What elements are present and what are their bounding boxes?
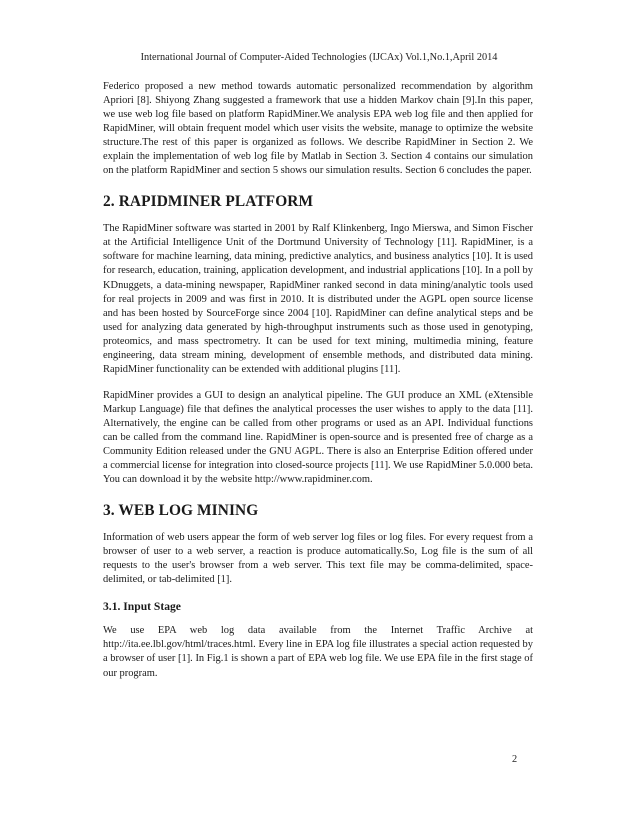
subsection-3-1-heading: 3.1. Input Stage xyxy=(103,600,181,614)
running-head: International Journal of Computer-Aided Technologies (IJCAx) Vol.1,No.1,April 2014 xyxy=(140,52,498,63)
page-number: 2 xyxy=(512,754,518,765)
section-2-heading: 2. RAPIDMINER PLATFORM xyxy=(103,193,314,211)
subsection-3-1-paragraph: We use EPA web log data available from the Internet Traffic Archive at http://ita.ee.lbl.gov/html/traces.html. Every line in EPA log file illustrates a special action requested by a browser of user [1]. In Fig.1 is shown a part of EPA web log file. We use EPA file in the first stage of our program. xyxy=(103,625,533,679)
page-body xyxy=(103,80,533,681)
section-2-paragraph-1: The RapidMiner software was started in 2001 by Ralf Klinkenberg, Ingo Mierswa, and Simon Fischer at the Artificial Intelligence Unit of the Dortmund University of Technology [11]. RapidMiner, is a software for machine learning, data mining, predictive analytics, and business analytics [10]. It is used for research, education, training, application development, and industrial applications [10]. In a poll by KDnuggets, a data-mining newspaper, RapidMiner ranked second in data mining/analytic tools used for real projects in 2009 and was first in 2010. It is distributed under the AGPL open source license and has been hosted by SourceForge since 2004 [10]. RapidMiner can define analytical steps and be used for analyzing data generated by high-throughput instruments such as those used in genotyping, proteomics, and mass spectrometry. It can be used for text mining, multimedia mining, feature engineering, data stream mining, development of ensemble methods, and distributed data mining. RapidMiner functionality can be extended with additional plugins [11]. xyxy=(103,223,533,375)
section-3-paragraph: Information of web users appear the form of web server log files or log files. For every request from a browser of user to a web server, a reaction is produce automatically.So, Log file is the sum of all requests to the user's browser from a web server. This text file may be comma-delimited, space-delimited, or tab-delimited [1]. xyxy=(103,532,533,586)
section-3-heading: 3. WEB LOG MINING xyxy=(103,502,259,520)
section-2-paragraph-2: RapidMiner provides a GUI to design an analytical pipeline. The GUI produce an XML (eXtensible Markup Language) file that defines the analytical processes the user wishes to apply to the data [11]. Alternatively, the engine can be called from other programs or used as an API. Individual functions can be called from the command line. RapidMiner is open-source and is presented free of charge as a Community Edition released under the GNU AGPL. There is also an Enterprise Edition offered under a commercial license for integration into closed-source projects [11]. We use RapidMiner 5.0.000 beta. You can download it by the website http://www.rapidminer.com. xyxy=(103,389,533,486)
intro-paragraph: Federico proposed a new method towards automatic personalized recommendation by algorithm Apriori [8]. Shiyong Zhang suggested a framework that use a hidden Markov chain [9].In this paper, we use web log file based on platform RapidMiner.We analysis EPA web log file and then applied for RapidMiner, will obtain frequent model which user visits the website, manage to optimize the website structure.The rest of this paper is organized as follows. We describe RapidMiner in Section 2. We explain the implementation of web log file by Matlab in Section 3. Section 4 contains our simulation on the platform RapidMiner and section 5 shows our simulation results. Section 6 concludes the paper. xyxy=(103,81,533,177)
